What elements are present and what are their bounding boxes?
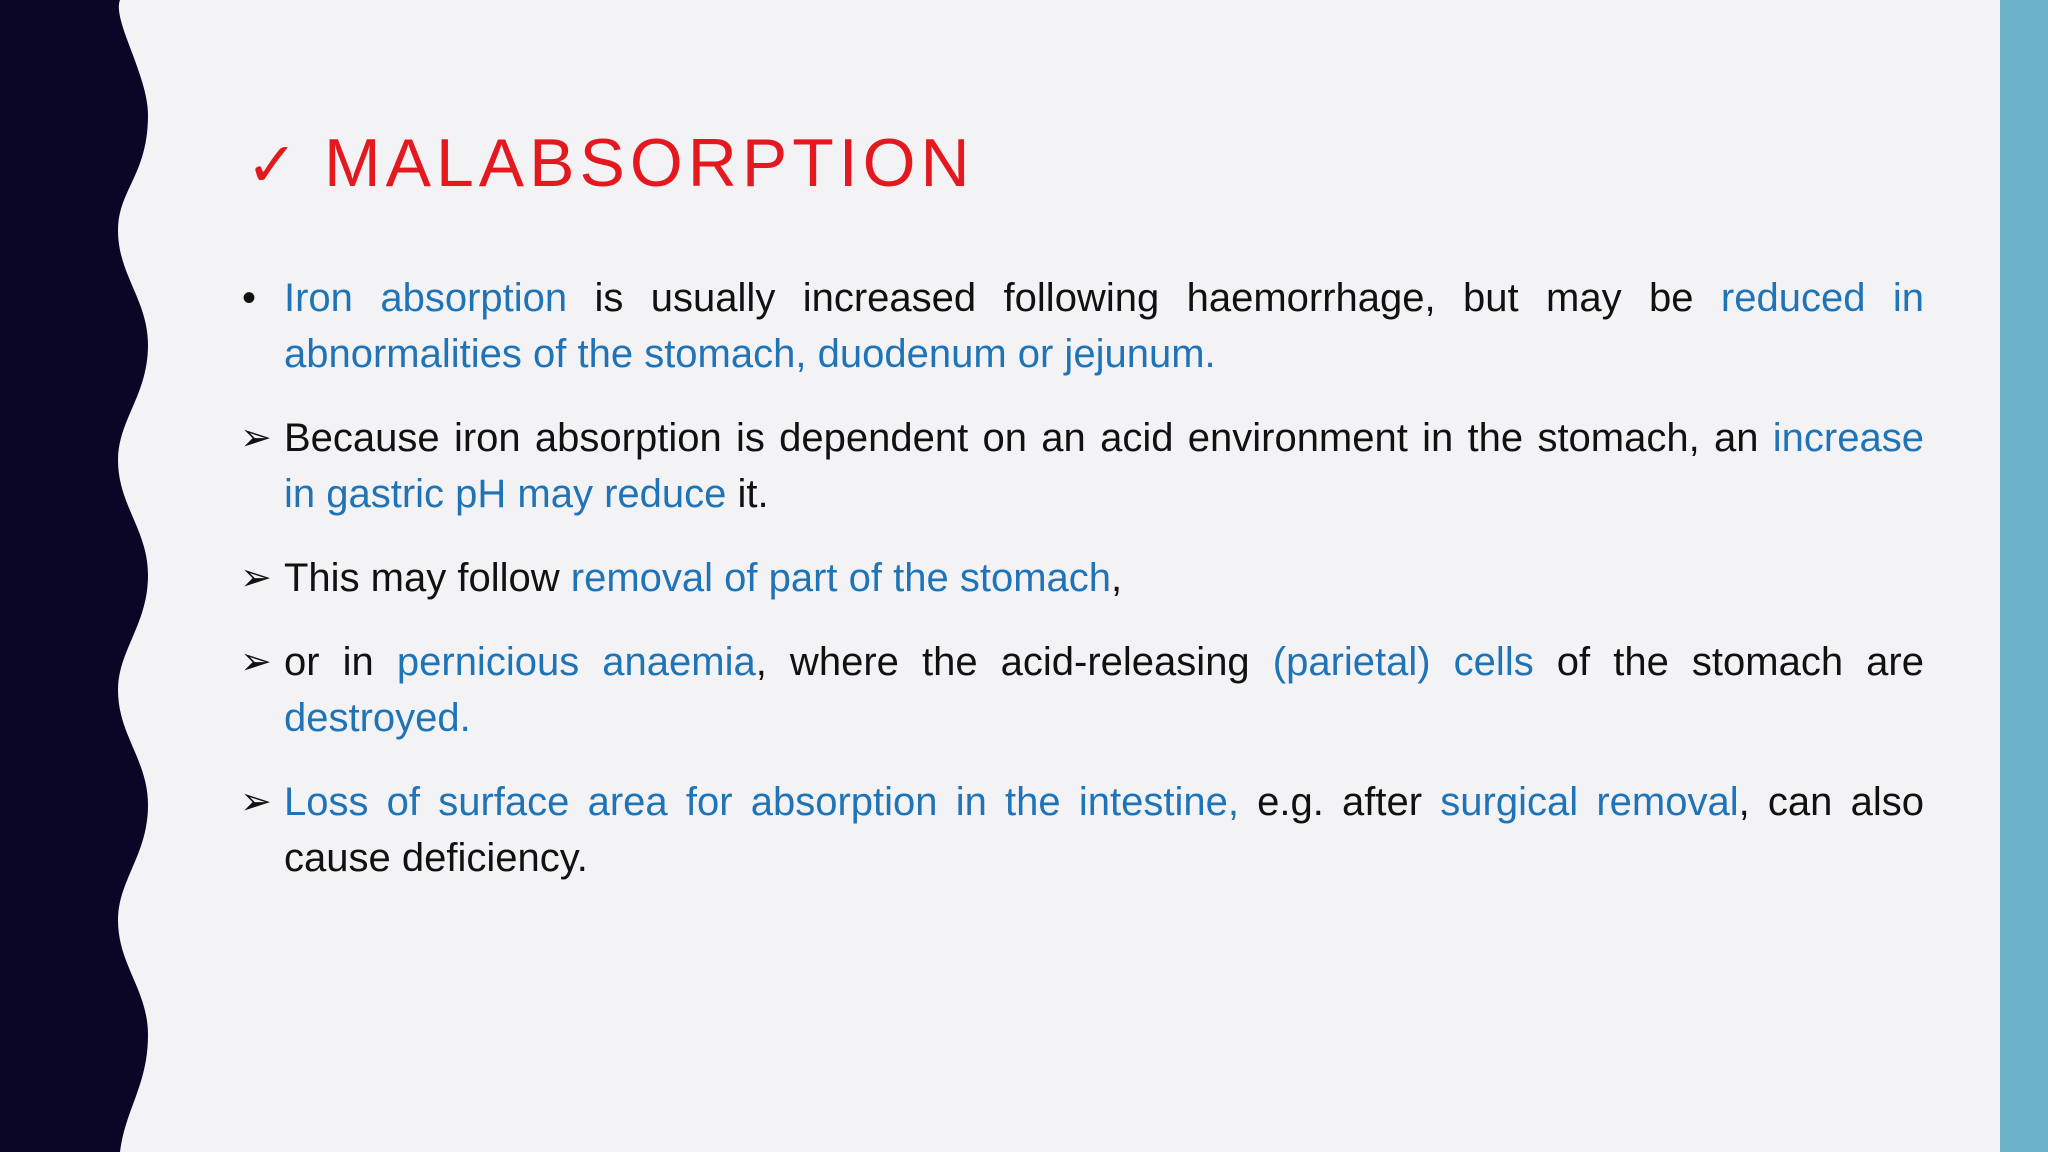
body-text: of the stomach are xyxy=(1533,640,1924,684)
bullet-item xyxy=(240,410,1924,522)
highlight-text: destroyed. xyxy=(284,696,471,740)
body-text: or in xyxy=(284,640,397,684)
highlight-text: Loss of surface area for absorption in the intestine, xyxy=(284,780,1239,824)
highlight-text: surgical removal xyxy=(1440,780,1739,824)
arrow-bullet-icon: ➢ xyxy=(240,417,272,459)
bullet-item xyxy=(240,634,1924,746)
highlight-text: removal of part of the stomach xyxy=(570,556,1112,600)
arrow-bullet-icon: ➢ xyxy=(240,781,272,823)
bullet-item xyxy=(240,550,1924,606)
arrow-bullet-icon: ➢ xyxy=(240,641,272,683)
body-text: , xyxy=(1111,556,1123,600)
body-text: Because iron absorption is dependent on an acid environment in the stomach, an xyxy=(284,416,1773,460)
body-text: This may follow xyxy=(284,556,571,600)
checkmark-icon: ✓ xyxy=(246,131,298,200)
slide-title-text: MALABSORPTION xyxy=(323,125,975,201)
bullet-item xyxy=(242,270,1924,382)
body-text: e.g. after xyxy=(1238,780,1441,824)
body-text: , can also cause deficiency. xyxy=(284,780,1924,880)
slide-title xyxy=(246,118,975,211)
bullet-item xyxy=(240,774,1924,886)
body-text: , where the acid-releasing xyxy=(755,640,1273,684)
arrow-bullet-icon: ➢ xyxy=(240,557,272,599)
highlight-text: Iron absorption xyxy=(284,276,568,320)
highlight-text: reduced in abnormalities of the stomach, duodenum or jejunum. xyxy=(284,276,1924,376)
wavy-left-band xyxy=(0,0,160,1152)
wavy-band-shape xyxy=(0,0,148,1152)
highlight-text: increase in gastric pH may reduce xyxy=(284,416,1924,516)
bullet-list xyxy=(240,270,1924,914)
right-accent-band xyxy=(2000,0,2048,1152)
highlight-text: pernicious anaemia xyxy=(396,640,756,684)
bullet-dot-icon: • xyxy=(242,276,257,320)
body-text: is usually increased following haemorrhage, but may be xyxy=(567,276,1721,320)
highlight-text: (parietal) cells xyxy=(1272,640,1534,684)
body-text: it. xyxy=(726,472,769,516)
